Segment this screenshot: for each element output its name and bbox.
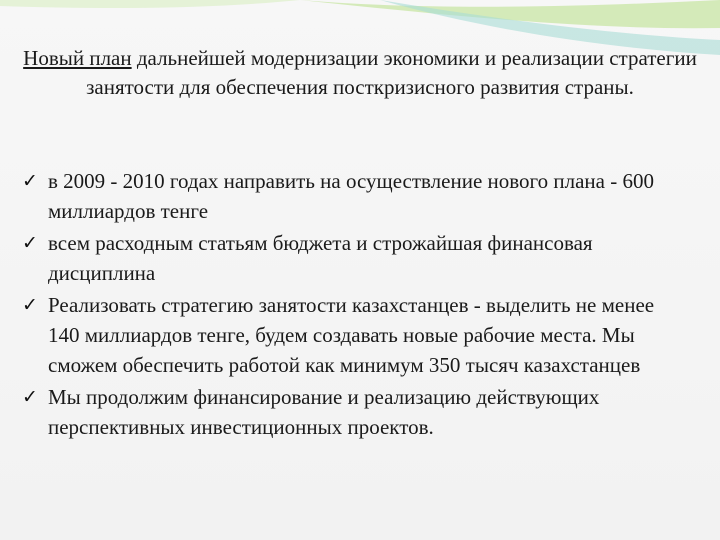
- list-item: [22, 382, 672, 442]
- bullet-text: Мы продолжим финансирование и реализацию действующих перспективных инвестиционных проектов.: [48, 385, 600, 439]
- bullet-list: [22, 166, 672, 444]
- check-icon: ✓: [22, 232, 38, 254]
- check-icon: ✓: [22, 386, 38, 408]
- list-item: [22, 228, 672, 288]
- title-rest: дальнейшей модернизации экономики и реализации стратегии занятости для обеспечения посткризисного развития страны.: [86, 46, 697, 99]
- list-item: [22, 166, 672, 226]
- bullet-text: всем расходным статьям бюджета и строжайшая финансовая дисциплина: [48, 231, 593, 285]
- check-icon: ✓: [22, 170, 38, 192]
- title-underlined-part: Новый план: [23, 46, 132, 70]
- list-item: [22, 290, 672, 380]
- check-icon: ✓: [22, 294, 38, 316]
- bullet-text: Реализовать стратегию занятости казахстанцев - выделить не менее 140 миллиардов тенге, будем создавать новые рабочие места. Мы сможем обеспечить работой как минимум 350 тысяч казахстанцев: [48, 293, 655, 377]
- slide-title: [20, 44, 700, 102]
- bullet-text: в 2009 - 2010 годах направить на осуществление нового плана - 600 миллиардов тенге: [48, 169, 654, 223]
